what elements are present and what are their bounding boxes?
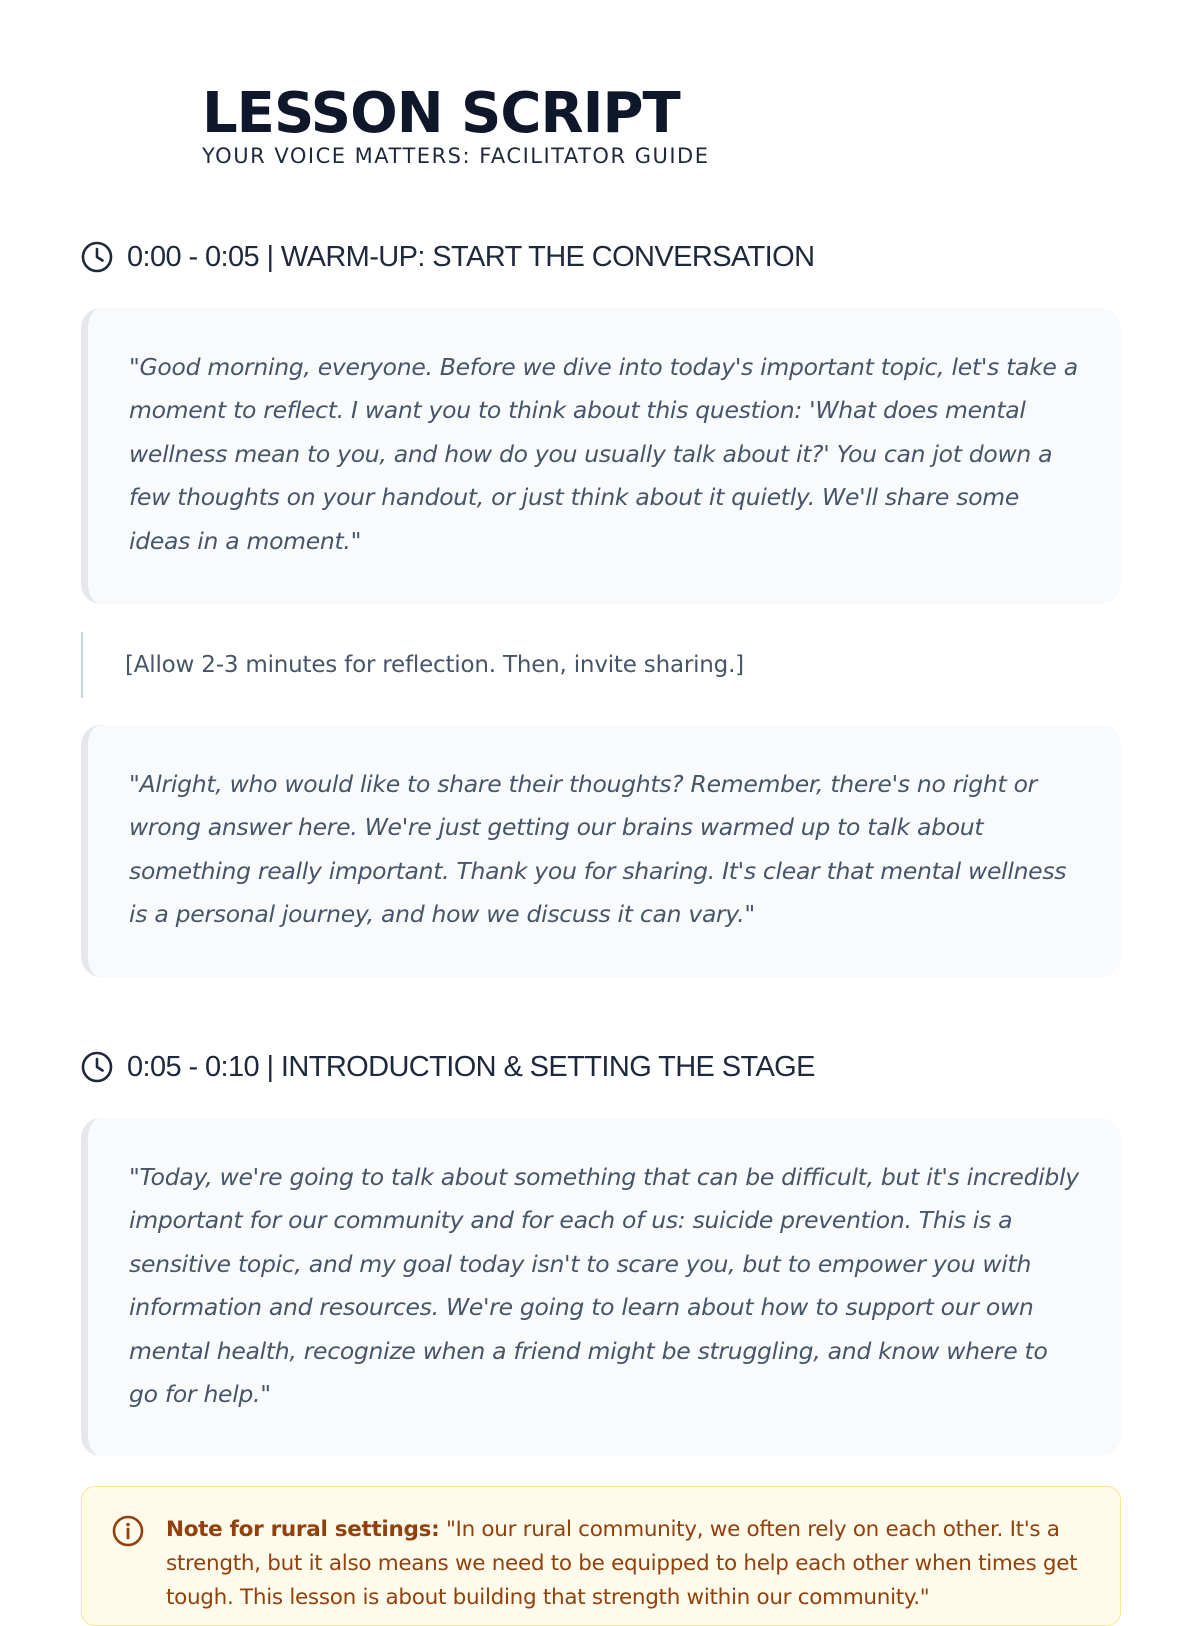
- note-text: "In our rural community, we often rely on each other. It's a strength, but it also means we need to be equipped to help each other when times get tough. This lesson is about building that strength within our community.": [166, 1517, 1078, 1610]
- section-heading-text: 0:00 - 0:05 | WARM-UP: START THE CONVERSATION: [127, 240, 815, 273]
- section-heading-introduction: [81, 1047, 815, 1087]
- script-text: "Good morning, everyone. Before we dive into today's important topic, let's take a moment to reflect. I want you to think about this question: 'What does mental wellness mean to you, and how do you usually talk about it?' You can jot down a few thoughts on your handout, or just think about it quietly. We'll share some ideas in a moment.": [129, 353, 1078, 555]
- script-block: [81, 308, 1121, 604]
- rural-settings-note: [81, 1486, 1121, 1626]
- script-block: [81, 1118, 1121, 1456]
- section-heading-warm-up: [81, 237, 814, 277]
- clock-icon: [81, 241, 113, 273]
- note-label: Note for rural settings:: [166, 1517, 440, 1542]
- script-text: "Alright, who would like to share their thoughts? Remember, there's no right or wrong answer here. We're just getting our brains warmed up to talk about something really important. Thank you for sharing. It's clear that mental wellness is a personal journey, and how we discuss it can vary.": [129, 770, 1067, 929]
- page-subtitle: YOUR VOICE MATTERS: FACILITATOR GUIDE: [202, 144, 710, 168]
- stage-direction: [81, 632, 744, 698]
- script-text: "Today, we're going to talk about something that can be difficult, but it's incredibly important for our community and for each of us: suicide prevention. This is a sensitive topic, and my goal today isn't to scare you, but to empower you with information and resources. We're going to learn about how to support our own mental health, recognize when a friend might be struggling, and know where to go for help.": [129, 1163, 1079, 1409]
- section-heading-text: 0:05 - 0:10 | INTRODUCTION & SETTING THE STAGE: [127, 1050, 815, 1083]
- stage-direction-text: [Allow 2-3 minutes for reflection. Then, invite sharing.]: [125, 652, 744, 678]
- script-block: [81, 725, 1121, 977]
- page-title: LESSON SCRIPT: [202, 81, 680, 146]
- document-header: [202, 82, 1002, 168]
- info-icon: [112, 1515, 144, 1547]
- clock-icon: [81, 1051, 113, 1083]
